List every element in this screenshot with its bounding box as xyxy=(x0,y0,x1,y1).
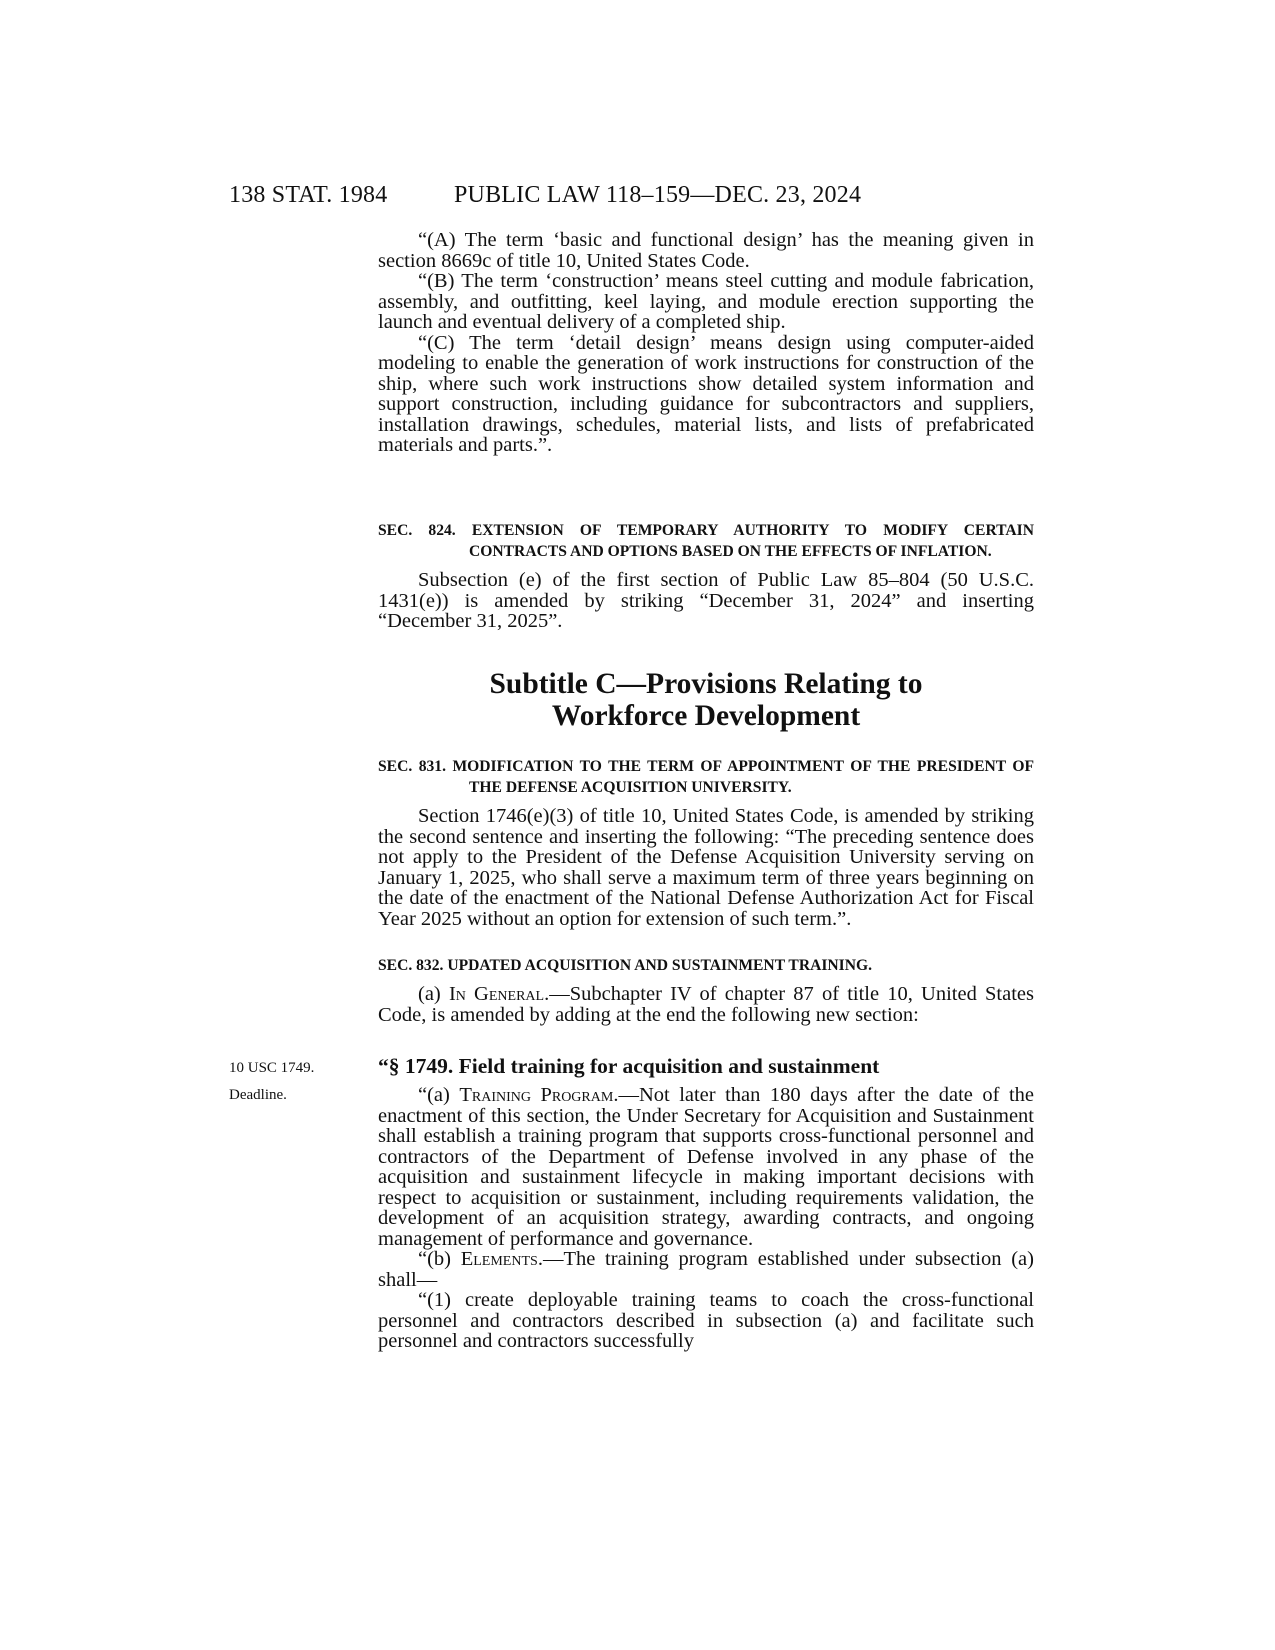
section-832 xyxy=(378,955,1034,1025)
s1749-a-caption: Training Program xyxy=(459,1084,614,1106)
page-stat-number: 138 STAT. 1984 xyxy=(229,182,388,208)
section-831-body: Section 1746(e)(3) of title 10, United States Code, is amended by striking the second sentence and inserting the following: “The preceding sentence does not apply to the President of the Defense Acquisition University serving on January 1, 2025, who shall serve a maximum term of three years beginning on the date of the enactment of the National Defense Authorization Act for Fiscal Year 2025 without an option for extension of such term.”. xyxy=(378,805,1034,930)
definition-c: “(C) The term ‘detail design’ means design using computer-aided modeling to enable the generation of work instructions for construction of the ship, where such work instructions show detailed system information and support construction, including guidance for subcontractors and suppliers, installation drawings, schedules, material lists, and lists of prefabricated materials and parts.”. xyxy=(378,331,1034,456)
subtitle-heading xyxy=(378,668,1034,732)
section-1749-subsection-a xyxy=(378,1085,1034,1249)
subsection-a-caption: In General xyxy=(448,983,545,1005)
definition-a: “(A) The term ‘basic and functional design’ has the meaning given in section 8669c of title 10, United States Code. xyxy=(378,229,1034,272)
running-header: PUBLIC LAW 118–159—DEC. 23, 2024 xyxy=(454,182,862,208)
section-832-subsection-a xyxy=(378,984,1034,1025)
section-824 xyxy=(378,520,1034,632)
margin-note-deadline: Deadline. xyxy=(229,1087,287,1103)
subtitle-line-1: Subtitle C—Provisions Relating to xyxy=(489,668,923,700)
section-824-body: Subsection (e) of the first section of Public Law 85–804 (50 U.S.C. 1431(e)) is amended by striking “December 31, 2024” and inserting “December 31, 2025”. xyxy=(378,569,1034,632)
section-1749-heading: “§ 1749. Field training for acquisition and sustainment xyxy=(378,1054,880,1078)
definition-b: “(B) The term ‘construction’ means steel cutting and module fabrication, assembly, and outfitting, keel laying, and module erection supporting the launch and eventual delivery of a completed ship. xyxy=(378,270,1034,333)
paragraph-1-text: “(1) create deployable training teams to coach the cross-functional personnel and contractors described in subsection (a) and facilitate such personnel and contractors successfully xyxy=(378,1289,1034,1352)
section-824-heading: SEC. 824. EXTENSION OF TEMPORARY AUTHORITY TO MODIFY CERTAIN CONTRACTS AND OPTIONS BASED ON THE EFFECTS OF INFLATION. xyxy=(378,522,1034,560)
s1749-b-text: .—The training program established under subsection (a) shall— xyxy=(378,1248,1034,1291)
section-1749 xyxy=(378,1054,1034,1352)
s1749-b-caption: Elements xyxy=(460,1248,538,1270)
subsection-a-label: (a) xyxy=(418,983,449,1005)
section-1749-paragraph-1 xyxy=(338,1290,1034,1352)
s1749-a-label: “(a) xyxy=(418,1084,460,1106)
section-832-heading: SEC. 832. UPDATED ACQUISITION AND SUSTAINMENT TRAINING. xyxy=(378,957,873,974)
margin-note-usc: 10 USC 1749. xyxy=(229,1060,315,1076)
definitions-block xyxy=(378,230,1034,456)
s1749-a-text: .—Not later than 180 days after the date of the enactment of this section, the Under Secretary for Acquisition and Sustainment shall establish a training program that supports cross-functional personnel and contractors of the Department of Defense involved in any phase of the acquisition and sustainment lifecycle in making important decisions with respect to acquisition or sustainment, including requirements validation, the development of an acquisition strategy, awarding contracts, and ongoing management of performance and governance. xyxy=(378,1084,1034,1250)
subsection-a-text: .—Subchapter IV of chapter 87 of title 10, United States Code, is amended by adding at the end the following new section: xyxy=(378,983,1034,1026)
section-831 xyxy=(378,756,1034,929)
subtitle-line-2: Workforce Development xyxy=(551,700,861,732)
s1749-b-label: “(b) xyxy=(418,1248,461,1270)
section-1749-subsection-b xyxy=(378,1249,1034,1290)
section-831-heading: SEC. 831. MODIFICATION TO THE TERM OF APPOINTMENT OF THE PRESIDENT OF THE DEFENSE ACQUISITION UNIVERSITY. xyxy=(378,758,1034,796)
